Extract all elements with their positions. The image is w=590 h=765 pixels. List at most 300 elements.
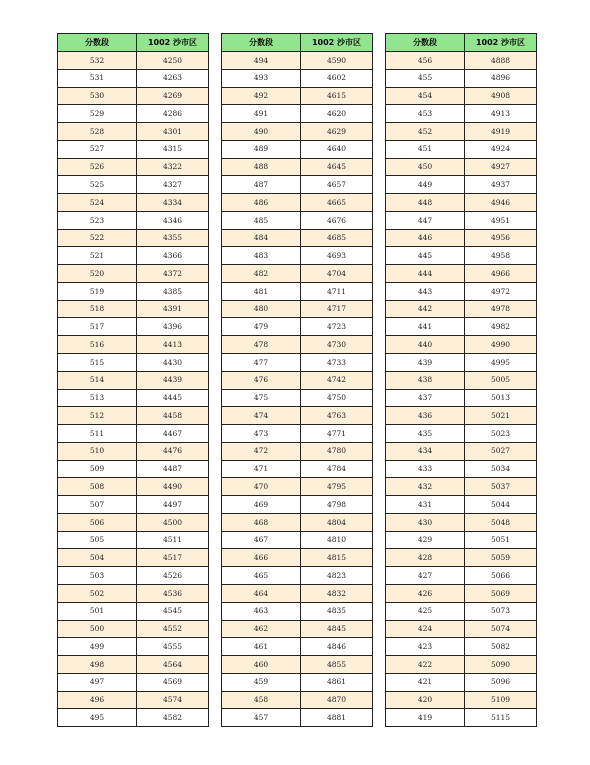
table-row (386, 318, 537, 336)
table-row (222, 158, 373, 176)
table-row (222, 371, 373, 389)
score-cell: 495 (58, 709, 137, 727)
table-row (58, 229, 209, 247)
table-row (386, 638, 537, 656)
cumulative-count-cell: 4693 (301, 247, 373, 265)
score-cell: 482 (222, 265, 301, 283)
table-row (222, 407, 373, 425)
cumulative-count-cell: 4582 (137, 709, 209, 727)
cumulative-count-cell: 5096 (465, 673, 537, 691)
table-row (222, 318, 373, 336)
cumulative-count-cell: 4391 (137, 300, 209, 318)
table-row (386, 229, 537, 247)
cumulative-count-cell: 4937 (465, 176, 537, 194)
score-cell: 516 (58, 336, 137, 354)
score-cell: 453 (386, 105, 465, 123)
score-cell: 510 (58, 442, 137, 460)
cumulative-count-cell: 4615 (301, 87, 373, 105)
table-row (386, 425, 537, 443)
table-row (222, 194, 373, 212)
header-score-range: 分数段 (386, 34, 465, 52)
table-row (58, 389, 209, 407)
table-row (58, 318, 209, 336)
table-row (222, 105, 373, 123)
header-district: 1002 沙市区 (465, 34, 537, 52)
score-cell: 419 (386, 709, 465, 727)
score-cell: 514 (58, 371, 137, 389)
table-row (58, 691, 209, 709)
score-cell: 469 (222, 496, 301, 514)
table-row (58, 69, 209, 87)
cumulative-count-cell: 4913 (465, 105, 537, 123)
table-row (222, 531, 373, 549)
score-cell: 496 (58, 691, 137, 709)
score-cell: 508 (58, 478, 137, 496)
cumulative-count-cell: 4763 (301, 407, 373, 425)
table-row (222, 123, 373, 141)
score-cell: 526 (58, 158, 137, 176)
score-table-3 (385, 33, 537, 727)
table-row (386, 211, 537, 229)
cumulative-count-cell: 4263 (137, 69, 209, 87)
score-cell: 523 (58, 211, 137, 229)
score-cell: 493 (222, 69, 301, 87)
score-cell: 483 (222, 247, 301, 265)
table-row (386, 371, 537, 389)
table-row (222, 709, 373, 727)
table-row (386, 460, 537, 478)
score-cell: 435 (386, 425, 465, 443)
table-row (222, 442, 373, 460)
score-cell: 444 (386, 265, 465, 283)
header-district: 1002 沙市区 (137, 34, 209, 52)
cumulative-count-cell: 5021 (465, 407, 537, 425)
cumulative-count-cell: 4555 (137, 638, 209, 656)
cumulative-count-cell: 4966 (465, 265, 537, 283)
table-row (222, 425, 373, 443)
score-cell: 503 (58, 567, 137, 585)
score-cell: 458 (222, 691, 301, 709)
cumulative-count-cell: 4536 (137, 584, 209, 602)
table-row (386, 282, 537, 300)
cumulative-count-cell: 4526 (137, 567, 209, 585)
cumulative-count-cell: 4629 (301, 123, 373, 141)
cumulative-count-cell: 5044 (465, 496, 537, 514)
cumulative-count-cell: 4602 (301, 69, 373, 87)
cumulative-count-cell: 4771 (301, 425, 373, 443)
score-cell: 423 (386, 638, 465, 656)
score-cell: 473 (222, 425, 301, 443)
cumulative-count-cell: 4784 (301, 460, 373, 478)
score-cell: 432 (386, 478, 465, 496)
table-row (58, 52, 209, 70)
cumulative-count-cell: 4564 (137, 656, 209, 674)
cumulative-count-cell: 5051 (465, 531, 537, 549)
cumulative-count-cell: 4665 (301, 194, 373, 212)
table-row (386, 442, 537, 460)
score-cell: 455 (386, 69, 465, 87)
score-cell: 486 (222, 194, 301, 212)
cumulative-count-cell: 4881 (301, 709, 373, 727)
table-row (58, 442, 209, 460)
table-row (58, 656, 209, 674)
cumulative-count-cell: 4855 (301, 656, 373, 674)
table-row (58, 425, 209, 443)
score-cell: 443 (386, 282, 465, 300)
score-cell: 532 (58, 52, 137, 70)
table-row (386, 336, 537, 354)
table-row (58, 620, 209, 638)
cumulative-count-cell: 4569 (137, 673, 209, 691)
cumulative-count-cell: 4711 (301, 282, 373, 300)
table-body (386, 52, 537, 727)
table-row (386, 407, 537, 425)
score-cell: 452 (386, 123, 465, 141)
table-row (386, 265, 537, 283)
cumulative-count-cell: 4476 (137, 442, 209, 460)
cumulative-count-cell: 4730 (301, 336, 373, 354)
table-row (58, 282, 209, 300)
score-cell: 424 (386, 620, 465, 638)
score-cell: 487 (222, 176, 301, 194)
table-row (58, 549, 209, 567)
cumulative-count-cell: 4810 (301, 531, 373, 549)
table-row (386, 620, 537, 638)
cumulative-count-cell: 4490 (137, 478, 209, 496)
cumulative-count-cell: 4742 (301, 371, 373, 389)
score-table-2 (221, 33, 373, 727)
score-cell: 475 (222, 389, 301, 407)
score-cell: 494 (222, 52, 301, 70)
score-cell: 439 (386, 354, 465, 372)
score-cell: 454 (386, 87, 465, 105)
table-row (58, 140, 209, 158)
cumulative-count-cell: 4327 (137, 176, 209, 194)
score-cell: 434 (386, 442, 465, 460)
table-row (58, 478, 209, 496)
table-row (222, 140, 373, 158)
cumulative-count-cell: 4620 (301, 105, 373, 123)
cumulative-count-cell: 5090 (465, 656, 537, 674)
table-row (58, 158, 209, 176)
cumulative-count-cell: 4250 (137, 52, 209, 70)
table-row (222, 638, 373, 656)
table-row (386, 673, 537, 691)
table-row (58, 567, 209, 585)
table-row (386, 709, 537, 727)
table-row (386, 247, 537, 265)
cumulative-count-cell: 4640 (301, 140, 373, 158)
table-row (222, 496, 373, 514)
table-row (58, 709, 209, 727)
score-cell: 474 (222, 407, 301, 425)
cumulative-count-cell: 5115 (465, 709, 537, 727)
table-row (58, 496, 209, 514)
cumulative-count-cell: 4927 (465, 158, 537, 176)
score-cell: 528 (58, 123, 137, 141)
table-row (222, 513, 373, 531)
table-row (222, 691, 373, 709)
score-cell: 504 (58, 549, 137, 567)
header-score-range: 分数段 (222, 34, 301, 52)
table-row (222, 282, 373, 300)
cumulative-count-cell: 4685 (301, 229, 373, 247)
table-row (386, 478, 537, 496)
cumulative-count-cell: 4946 (465, 194, 537, 212)
cumulative-count-cell: 4919 (465, 123, 537, 141)
score-cell: 451 (386, 140, 465, 158)
score-cell: 502 (58, 584, 137, 602)
cumulative-count-cell: 5074 (465, 620, 537, 638)
cumulative-count-cell: 4458 (137, 407, 209, 425)
table-row (222, 300, 373, 318)
table-header-row (222, 34, 373, 52)
table-row (386, 123, 537, 141)
score-cell: 470 (222, 478, 301, 496)
table-row (386, 87, 537, 105)
score-cell: 450 (386, 158, 465, 176)
score-cell: 507 (58, 496, 137, 514)
table-row (58, 531, 209, 549)
score-cell: 522 (58, 229, 137, 247)
table-row (386, 549, 537, 567)
score-table-1 (57, 33, 209, 727)
score-cell: 509 (58, 460, 137, 478)
table-row (222, 673, 373, 691)
table-row (386, 531, 537, 549)
score-cell: 513 (58, 389, 137, 407)
score-cell: 524 (58, 194, 137, 212)
header-district: 1002 沙市区 (301, 34, 373, 52)
table-row (58, 354, 209, 372)
header-score-range: 分数段 (58, 34, 137, 52)
cumulative-count-cell: 4717 (301, 300, 373, 318)
table-row (58, 638, 209, 656)
score-cell: 497 (58, 673, 137, 691)
table-row (58, 336, 209, 354)
cumulative-count-cell: 4372 (137, 265, 209, 283)
cumulative-count-cell: 4413 (137, 336, 209, 354)
score-cell: 468 (222, 513, 301, 531)
table-row (58, 584, 209, 602)
score-cell: 519 (58, 282, 137, 300)
score-cell: 448 (386, 194, 465, 212)
score-cell: 521 (58, 247, 137, 265)
score-cell: 518 (58, 300, 137, 318)
cumulative-count-cell: 4574 (137, 691, 209, 709)
cumulative-count-cell: 4845 (301, 620, 373, 638)
score-cell: 501 (58, 602, 137, 620)
table-row (386, 52, 537, 70)
table-row (58, 602, 209, 620)
score-cell: 520 (58, 265, 137, 283)
score-cell: 445 (386, 247, 465, 265)
score-cell: 465 (222, 567, 301, 585)
score-cell: 463 (222, 602, 301, 620)
score-cell: 478 (222, 336, 301, 354)
cumulative-count-cell: 5013 (465, 389, 537, 407)
table-row (58, 87, 209, 105)
cumulative-count-cell: 4366 (137, 247, 209, 265)
cumulative-count-cell: 4815 (301, 549, 373, 567)
table-row (386, 584, 537, 602)
cumulative-count-cell: 4795 (301, 478, 373, 496)
cumulative-count-cell: 4956 (465, 229, 537, 247)
cumulative-count-cell: 4723 (301, 318, 373, 336)
table-row (222, 389, 373, 407)
cumulative-count-cell: 4823 (301, 567, 373, 585)
cumulative-count-cell: 4315 (137, 140, 209, 158)
table-row (222, 602, 373, 620)
cumulative-count-cell: 4385 (137, 282, 209, 300)
cumulative-count-cell: 4958 (465, 247, 537, 265)
score-cell: 460 (222, 656, 301, 674)
table-row (58, 371, 209, 389)
score-cell: 437 (386, 389, 465, 407)
cumulative-count-cell: 4846 (301, 638, 373, 656)
score-cell: 481 (222, 282, 301, 300)
cumulative-count-cell: 4657 (301, 176, 373, 194)
cumulative-count-cell: 4301 (137, 123, 209, 141)
score-cell: 506 (58, 513, 137, 531)
score-cell: 425 (386, 602, 465, 620)
cumulative-count-cell: 4804 (301, 513, 373, 531)
table-row (386, 496, 537, 514)
cumulative-count-cell: 4704 (301, 265, 373, 283)
cumulative-count-cell: 4951 (465, 211, 537, 229)
score-cell: 442 (386, 300, 465, 318)
cumulative-count-cell: 4552 (137, 620, 209, 638)
table-row (222, 229, 373, 247)
score-cell: 511 (58, 425, 137, 443)
table-row (386, 105, 537, 123)
cumulative-count-cell: 5059 (465, 549, 537, 567)
cumulative-count-cell: 4870 (301, 691, 373, 709)
score-cell: 461 (222, 638, 301, 656)
cumulative-count-cell: 4990 (465, 336, 537, 354)
table-row (386, 354, 537, 372)
table-row (58, 513, 209, 531)
cumulative-count-cell: 5005 (465, 371, 537, 389)
score-cell: 500 (58, 620, 137, 638)
table-row (58, 105, 209, 123)
table-row (222, 247, 373, 265)
cumulative-count-cell: 5109 (465, 691, 537, 709)
score-cell: 430 (386, 513, 465, 531)
table-row (58, 673, 209, 691)
score-cell: 456 (386, 52, 465, 70)
table-row (222, 265, 373, 283)
table-row (58, 265, 209, 283)
cumulative-count-cell: 4590 (301, 52, 373, 70)
score-cell: 498 (58, 656, 137, 674)
score-cell: 428 (386, 549, 465, 567)
score-cell: 457 (222, 709, 301, 727)
table-row (58, 460, 209, 478)
score-cell: 462 (222, 620, 301, 638)
table-row (58, 300, 209, 318)
table-header-row (386, 34, 537, 52)
cumulative-count-cell: 4355 (137, 229, 209, 247)
cumulative-count-cell: 4982 (465, 318, 537, 336)
score-cell: 477 (222, 354, 301, 372)
table-row (386, 567, 537, 585)
cumulative-count-cell: 4978 (465, 300, 537, 318)
score-cell: 505 (58, 531, 137, 549)
table-row (222, 87, 373, 105)
score-cell: 476 (222, 371, 301, 389)
table-row (386, 300, 537, 318)
cumulative-count-cell: 4798 (301, 496, 373, 514)
cumulative-count-cell: 5073 (465, 602, 537, 620)
score-cell: 525 (58, 176, 137, 194)
cumulative-count-cell: 5027 (465, 442, 537, 460)
score-cell: 440 (386, 336, 465, 354)
cumulative-count-cell: 5082 (465, 638, 537, 656)
cumulative-count-cell: 4780 (301, 442, 373, 460)
score-cell: 459 (222, 673, 301, 691)
cumulative-count-cell: 4500 (137, 513, 209, 531)
table-row (222, 567, 373, 585)
cumulative-count-cell: 4430 (137, 354, 209, 372)
table-header-row (58, 34, 209, 52)
cumulative-count-cell: 4439 (137, 371, 209, 389)
score-cell: 422 (386, 656, 465, 674)
table-row (222, 176, 373, 194)
cumulative-count-cell: 4645 (301, 158, 373, 176)
cumulative-count-cell: 4286 (137, 105, 209, 123)
cumulative-count-cell: 4545 (137, 602, 209, 620)
score-cell: 527 (58, 140, 137, 158)
table-row (58, 247, 209, 265)
table-row (222, 336, 373, 354)
score-cell: 530 (58, 87, 137, 105)
score-cell: 441 (386, 318, 465, 336)
score-cell: 421 (386, 673, 465, 691)
table-row (222, 656, 373, 674)
cumulative-count-cell: 4322 (137, 158, 209, 176)
table-row (58, 123, 209, 141)
score-cell: 446 (386, 229, 465, 247)
score-cell: 499 (58, 638, 137, 656)
score-cell: 479 (222, 318, 301, 336)
cumulative-count-cell: 4445 (137, 389, 209, 407)
cumulative-count-cell: 4896 (465, 69, 537, 87)
table-row (222, 478, 373, 496)
cumulative-count-cell: 4888 (465, 52, 537, 70)
score-cell: 490 (222, 123, 301, 141)
table-row (222, 549, 373, 567)
score-cell: 492 (222, 87, 301, 105)
table-row (222, 620, 373, 638)
cumulative-count-cell: 4861 (301, 673, 373, 691)
table-row (222, 211, 373, 229)
score-cell: 488 (222, 158, 301, 176)
cumulative-count-cell: 4733 (301, 354, 373, 372)
table-row (386, 158, 537, 176)
table-row (386, 194, 537, 212)
score-cell: 491 (222, 105, 301, 123)
cumulative-count-cell: 5048 (465, 513, 537, 531)
table-row (58, 407, 209, 425)
table-row (386, 602, 537, 620)
table-row (386, 140, 537, 158)
table-body (58, 52, 209, 727)
score-cell: 472 (222, 442, 301, 460)
cumulative-count-cell: 5023 (465, 425, 537, 443)
table-row (222, 460, 373, 478)
table-row (222, 584, 373, 602)
